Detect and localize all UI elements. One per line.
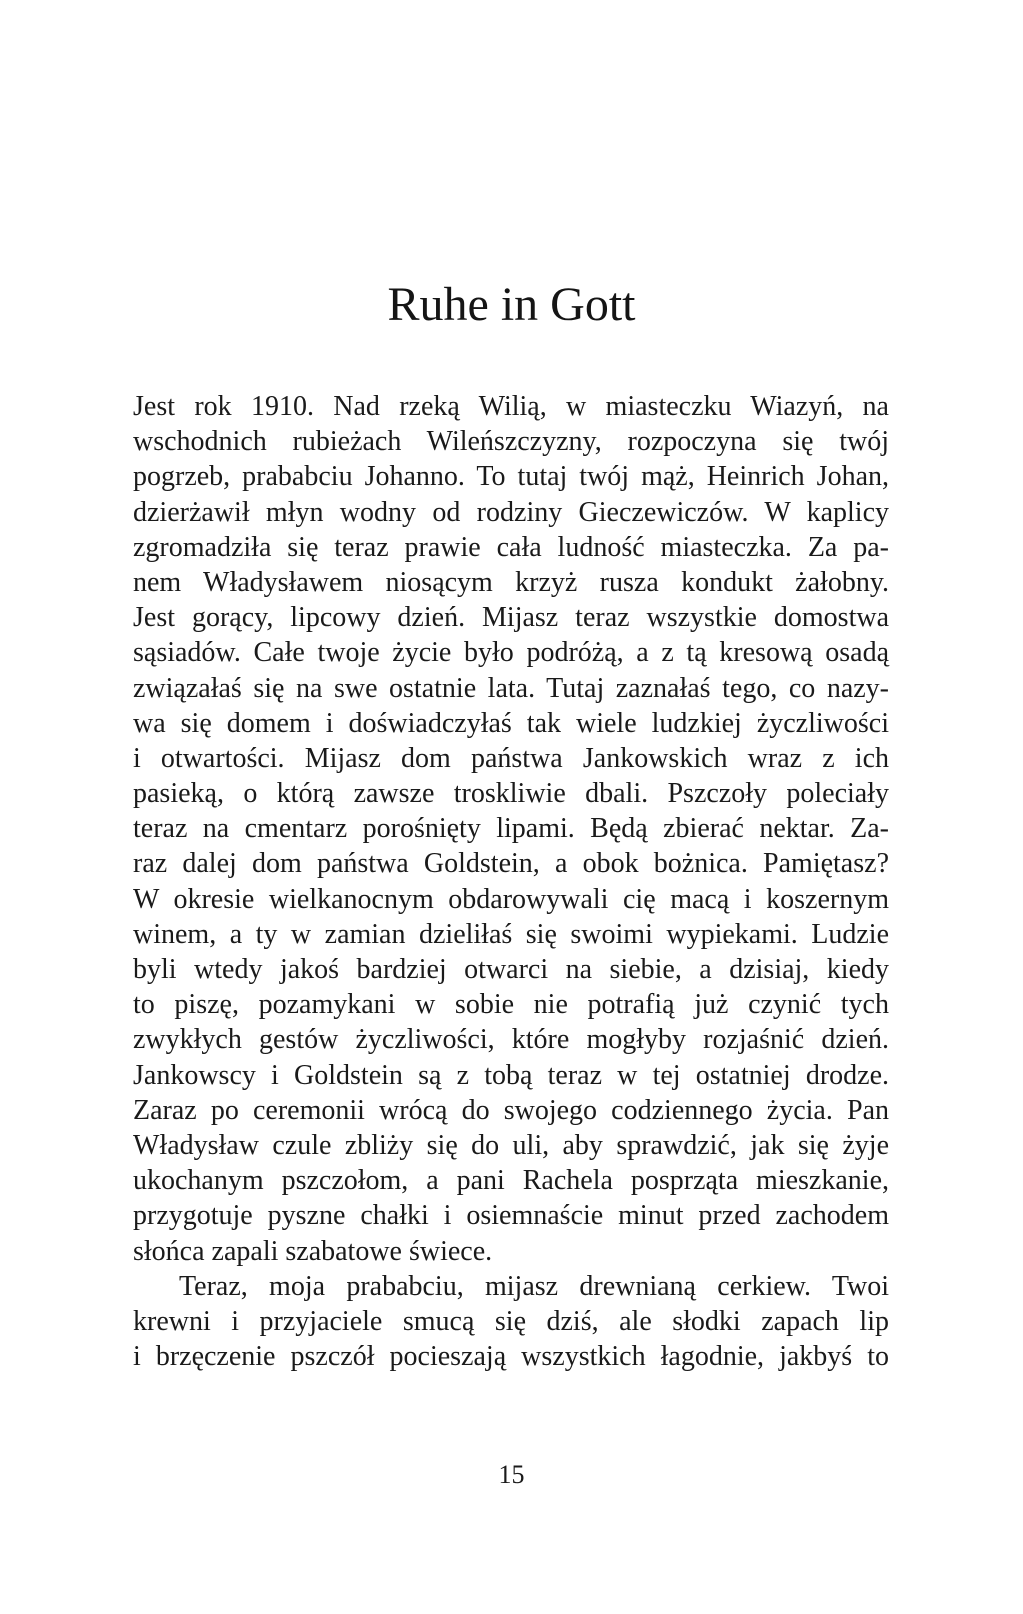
text-line: byli wtedy jakoś bardziej otwarci na siebie, a dzisiaj, kiedy bbox=[133, 954, 889, 985]
text-line: słońca zapali szabatowe świece. bbox=[133, 1235, 493, 1267]
text-line: Władysław czule zbliży się do uli, aby sprawdzić, jak się żyje bbox=[133, 1129, 889, 1161]
text-line: sąsiadów. Całe twoje życie było podróżą, a z tą kresową osadą bbox=[133, 637, 889, 669]
text-line: Jankowscy i Goldstein są z tobą teraz w tej ostatniej drodze. bbox=[133, 1059, 889, 1091]
text-line: wa się domem i doświadczyłaś tak wiele ludzkiej życzliwości bbox=[133, 707, 889, 739]
text-line: Jest gorący, lipcowy dzień. Mijasz teraz wszystkie domostwa bbox=[133, 602, 889, 634]
page-number: 15 bbox=[498, 1460, 525, 1489]
text-line: Zaraz po ceremonii wrócą do swojego codziennego życia. Pan bbox=[133, 1094, 889, 1126]
text-line: pogrzeb, prababciu Johanno. To tutaj twój mąż, Heinrich Johan, bbox=[133, 461, 889, 493]
text-line: zwykłych gestów życzliwości, które mogłyby rozjaśnić dzień. bbox=[133, 1024, 889, 1056]
text-line: i otwartości. Mijasz dom państwa Jankowskich wraz z ich bbox=[133, 742, 889, 774]
text-line: Jest rok 1910. Nad rzeką Wilią, w miasteczku Wiazyń, na bbox=[133, 391, 889, 422]
text-line: związałaś się na swe ostatnie lata. Tutaj zaznałaś tego, co nazy- bbox=[133, 672, 889, 704]
text-line: raz dalej dom państwa Goldstein, a obok bożnica. Pamiętasz? bbox=[133, 848, 889, 880]
text-line: ukochanym pszczołom, a pani Rachela posprząta mieszkanie, bbox=[133, 1165, 889, 1197]
text-line: Teraz, moja prababciu, mijasz drewnianą cerkiew. Twoi bbox=[179, 1270, 889, 1302]
text-line: i brzęczenie pszczół pocieszają wszystkich łagodnie, jakbyś to bbox=[133, 1341, 889, 1373]
text-line: nem Władysławem niosącym krzyż rusza kondukt żałobny. bbox=[133, 566, 889, 598]
body-text bbox=[133, 389, 889, 1374]
text-line: krewni i przyjaciele smucą się dziś, ale słodki zapach lip bbox=[133, 1305, 889, 1337]
text-line: zgromadziła się teraz prawie cała ludność miasteczka. Za pa- bbox=[133, 531, 889, 563]
text-line: winem, a ty w zamian dzieliłaś się swoimi wypiekami. Ludzie bbox=[133, 918, 889, 950]
text-line: teraz na cmentarz porośnięty lipami. Będą zbierać nektar. Za- bbox=[133, 813, 889, 845]
text-line: pasieką, o którą zawsze troskliwie dbali. Pszczoły poleciały bbox=[133, 778, 889, 810]
text-line: to piszę, pozamykani w sobie nie potrafią już czynić tych bbox=[133, 989, 889, 1021]
text-line: dzierżawił młyn wodny od rodziny Gieczewiczów. W kaplicy bbox=[133, 496, 889, 528]
chapter-title: Ruhe in Gott bbox=[387, 278, 636, 331]
text-line: W okresie wielkanocnym obdarowywali cię macą i koszernym bbox=[133, 883, 889, 915]
text-line: przygotuje pyszne chałki i osiemnaście minut przed zachodem bbox=[133, 1200, 889, 1232]
text-line: wschodnich rubieżach Wileńszczyzny, rozpoczyna się twój bbox=[133, 426, 889, 458]
